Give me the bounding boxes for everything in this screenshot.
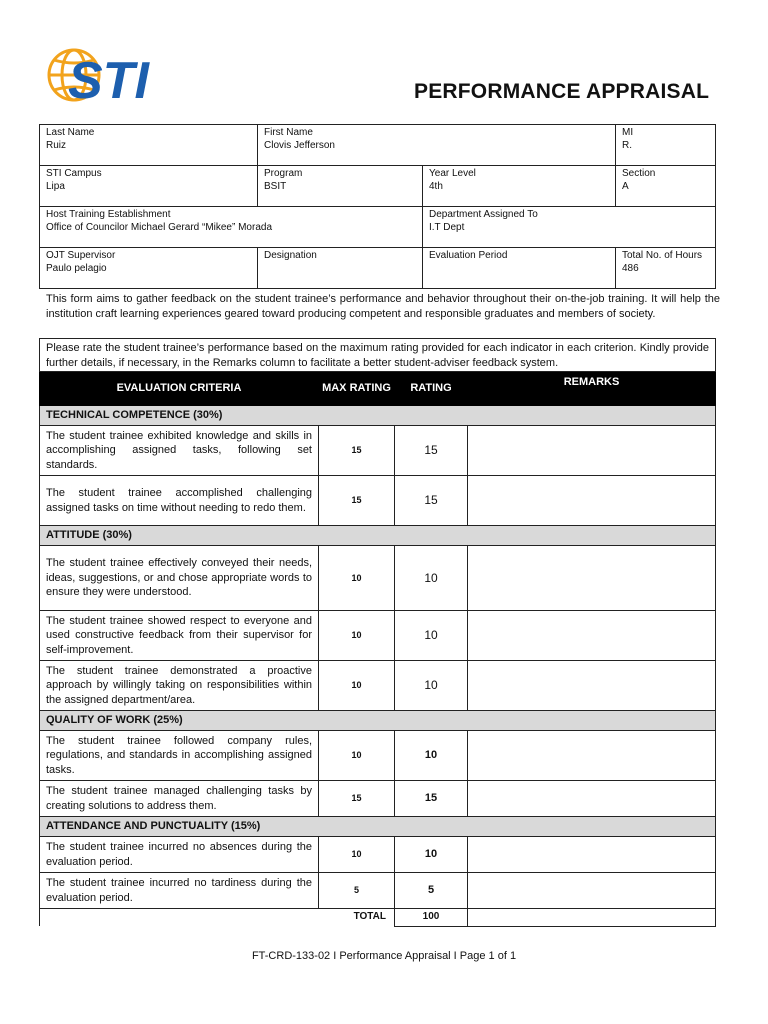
max-rating-cell: 10: [319, 731, 395, 781]
host-label: Host Training Establishment: [46, 209, 171, 220]
mi-label: MI: [622, 127, 634, 138]
category-row: [40, 711, 716, 731]
criterion-row: [40, 476, 716, 526]
remarks-cell[interactable]: [468, 546, 716, 611]
campus-label: STI Campus: [46, 168, 102, 179]
instructions: Please rate the student trainee’s performance based on the maximum rating provided for each indicator in each criterion. Kindly provide further details, if necessary, in the Remarks column to facilitate a better student-adviser feedback system.: [40, 339, 716, 372]
criterion-text: The student trainee accomplished challenging assigned tasks on time without needing to redo them.: [40, 476, 319, 526]
rating-cell[interactable]: 15: [395, 426, 468, 476]
criterion-row: [40, 731, 716, 781]
first-name-value: Clovis Jefferson: [264, 140, 335, 151]
rating-cell[interactable]: 15: [395, 476, 468, 526]
campus-cell: [40, 166, 258, 207]
criterion-row: [40, 781, 716, 817]
header-max-rating: MAX RATING: [319, 372, 395, 406]
sti-logo: [46, 44, 186, 106]
category-title: QUALITY OF WORK (25%): [40, 711, 716, 731]
host-cell: [40, 207, 423, 248]
header-remarks: REMARKS: [468, 372, 716, 406]
evaluation-table: [39, 338, 716, 927]
last-name-label: Last Name: [46, 127, 95, 138]
max-rating-cell: 15: [319, 476, 395, 526]
rating-cell[interactable]: 10: [395, 837, 468, 873]
remarks-cell[interactable]: [468, 873, 716, 909]
max-rating-cell: 5: [319, 873, 395, 909]
mi-value: R.: [622, 140, 632, 151]
remarks-cell[interactable]: [468, 426, 716, 476]
category-row: [40, 406, 716, 426]
remarks-cell[interactable]: [468, 781, 716, 817]
department-value: I.T Dept: [429, 222, 465, 233]
host-value: Office of Councilor Michael Gerard “Mikee” Morada: [46, 222, 273, 233]
rating-cell[interactable]: 10: [395, 546, 468, 611]
remarks-cell[interactable]: [468, 476, 716, 526]
year-level-cell: [423, 166, 616, 207]
criterion-text: The student trainee demonstrated a proactive approach by willingly taking on responsibilities within the assigned department/area.: [40, 661, 319, 711]
section-value: A: [622, 181, 629, 192]
first-name-cell: [258, 125, 616, 166]
criterion-text: The student trainee incurred no absences during the evaluation period.: [40, 837, 319, 873]
rating-cell[interactable]: 10: [395, 731, 468, 781]
logo-lettering: STI: [68, 52, 149, 106]
category-title: ATTENDANCE AND PUNCTUALITY (15%): [40, 817, 716, 837]
header-criteria: EVALUATION CRITERIA: [40, 372, 319, 406]
criterion-row: [40, 426, 716, 476]
department-label: Department Assigned To: [429, 209, 538, 220]
category-row: [40, 526, 716, 546]
rating-cell[interactable]: 10: [395, 661, 468, 711]
designation-cell: [258, 248, 423, 289]
remarks-cell[interactable]: [468, 837, 716, 873]
criterion-row: [40, 611, 716, 661]
last-name-cell: [40, 125, 258, 166]
header-rating: RATING: [395, 372, 468, 406]
remarks-cell[interactable]: [468, 731, 716, 781]
total-row: [40, 909, 716, 927]
criterion-text: The student trainee followed company rules, regulations, and standards in accomplishing assigned tasks.: [40, 731, 319, 781]
remarks-cell[interactable]: [468, 611, 716, 661]
criterion-text: The student trainee showed respect to everyone and used constructive feedback from their supervisor for self-improvement.: [40, 611, 319, 661]
department-cell: [423, 207, 716, 248]
criterion-row: [40, 661, 716, 711]
max-rating-cell: 10: [319, 611, 395, 661]
criterion-text: The student trainee incurred no tardiness during the evaluation period.: [40, 873, 319, 909]
criterion-text: The student trainee exhibited knowledge and skills in accomplishing assigned tasks, following set standards.: [40, 426, 319, 476]
first-name-label: First Name: [264, 127, 313, 138]
document-title: PERFORMANCE APPRAISAL: [414, 80, 710, 103]
criterion-text: The student trainee managed challenging tasks by creating solutions to address them.: [40, 781, 319, 817]
mi-cell: [616, 125, 716, 166]
section-label: Section: [622, 168, 656, 179]
last-name-value: Ruiz: [46, 140, 67, 151]
category-row: [40, 817, 716, 837]
rating-cell[interactable]: 10: [395, 611, 468, 661]
category-title: ATTITUDE (30%): [40, 526, 716, 546]
designation-label: Designation: [264, 250, 317, 261]
year-level-label: Year Level: [429, 168, 476, 179]
program-value: BSIT: [264, 181, 287, 192]
campus-value: Lipa: [46, 181, 65, 192]
criterion-row: [40, 873, 716, 909]
max-rating-cell: 15: [319, 781, 395, 817]
eval-period-cell: [423, 248, 616, 289]
max-rating-cell: 15: [319, 426, 395, 476]
max-rating-cell: 10: [319, 546, 395, 611]
total-hours-value: 486: [622, 263, 639, 274]
section-cell: [616, 166, 716, 207]
total-value: 100: [395, 909, 468, 927]
rating-cell[interactable]: 5: [395, 873, 468, 909]
total-label: TOTAL: [40, 909, 395, 927]
max-rating-cell: 10: [319, 661, 395, 711]
category-title: TECHNICAL COMPETENCE (30%): [40, 406, 716, 426]
program-cell: [258, 166, 423, 207]
remarks-cell[interactable]: [468, 661, 716, 711]
trainee-info-table: [39, 124, 716, 289]
program-label: Program: [264, 168, 303, 179]
criterion-row: [40, 546, 716, 611]
rating-cell[interactable]: 15: [395, 781, 468, 817]
total-remarks: [468, 909, 716, 927]
total-hours-cell: [616, 248, 716, 289]
supervisor-label: OJT Supervisor: [46, 250, 116, 261]
max-rating-cell: 10: [319, 837, 395, 873]
page-footer: FT-CRD-133-02 I Performance Appraisal I Page 1 of 1: [251, 950, 517, 962]
criterion-text: The student trainee effectively conveyed their needs, ideas, suggestions, or and chose appropriate words to ensure they were understood.: [40, 546, 319, 611]
supervisor-value: Paulo pelagio: [46, 263, 107, 274]
year-level-value: 4th: [429, 181, 443, 192]
criterion-row: [40, 837, 716, 873]
intro-paragraph: This form aims to gather feedback on the student trainee’s performance and behavior throughout their on-the-job training. It will help the institution craft learning experiences geared toward producing competent and responsible graduates and members of society.: [46, 293, 720, 320]
total-hours-label: Total No. of Hours: [622, 250, 703, 261]
supervisor-cell: [40, 248, 258, 289]
eval-period-label: Evaluation Period: [429, 250, 508, 261]
